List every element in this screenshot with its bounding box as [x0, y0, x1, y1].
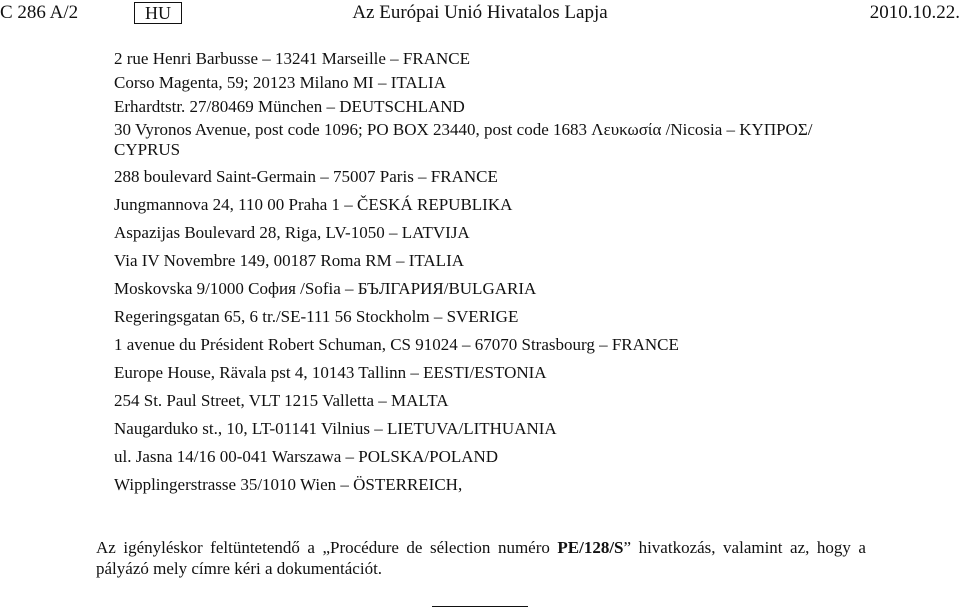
page-header [0, 0, 960, 26]
address-item: Regeringsgatan 65, 6 tr./SE-111 56 Stockholm – SVERIGE [114, 307, 519, 326]
journal-title: Az Európai Unió Hivatalos Lapja [352, 2, 608, 23]
language-badge: HU [134, 2, 182, 24]
address-item: 2 rue Henri Barbusse – 13241 Marseille – FRANCE [114, 49, 471, 68]
end-rule [432, 606, 528, 607]
address-item: 1 avenue du Président Robert Schuman, CS 91024 – 67070 Strasbourg – FRANCE [114, 335, 679, 354]
address-item: Naugarduko st., 10, LT-01141 Vilnius – LIETUVA/LITHUANIA [114, 419, 557, 438]
address-item: Moskovska 9/1000 София /Sofia – БЪЛГАРИЯ/BULGARIA [114, 279, 537, 298]
address-list [114, 48, 854, 502]
address-item: Aspazijas Boulevard 28, Riga, LV-1050 – LATVIJA [114, 223, 470, 242]
address-item: Erhardtstr. 27/80469 München – DEUTSCHLAND [114, 97, 465, 116]
address-item: Jungmannova 24, 110 00 Praha 1 – ČESKÁ REPUBLIKA [114, 195, 513, 214]
note-text-end: ” hivatkozás, valamint az, hogy a pályázó mely címre kéri a dokumentációt. [96, 538, 866, 578]
address-item: Europe House, Rävala pst 4, 10143 Tallinn – EESTI/ESTONIA [114, 363, 547, 382]
procedure-code: PE/128/S [557, 538, 624, 557]
note-text-start: Az igényléskor feltüntetendő a „Procédure de sélection numéro [96, 538, 558, 557]
address-item: 30 Vyronos Avenue, post code 1096; PO BOX 23440, post code 1683 Λευκωσία /Nicosia – ΚΥΠΡΟΣ/ CYPRUS [114, 120, 813, 159]
publication-date: 2010.10.22. [869, 2, 960, 23]
address-item: Corso Magenta, 59; 20123 Milano MI – ITALIA [114, 73, 446, 92]
page-reference: C 286 A/2 [0, 2, 79, 23]
address-item: Via IV Novembre 149, 00187 Roma RM – ITALIA [114, 251, 465, 270]
address-item: Wipplingerstrasse 35/1010 Wien – ÖSTERREICH, [114, 475, 463, 494]
address-item: ul. Jasna 14/16 00-041 Warszawa – POLSKA/POLAND [114, 447, 499, 466]
instruction-paragraph [96, 537, 866, 579]
address-item: 254 St. Paul Street, VLT 1215 Valletta – MALTA [114, 391, 449, 410]
address-item: 288 boulevard Saint-Germain – 75007 Paris – FRANCE [114, 167, 498, 186]
